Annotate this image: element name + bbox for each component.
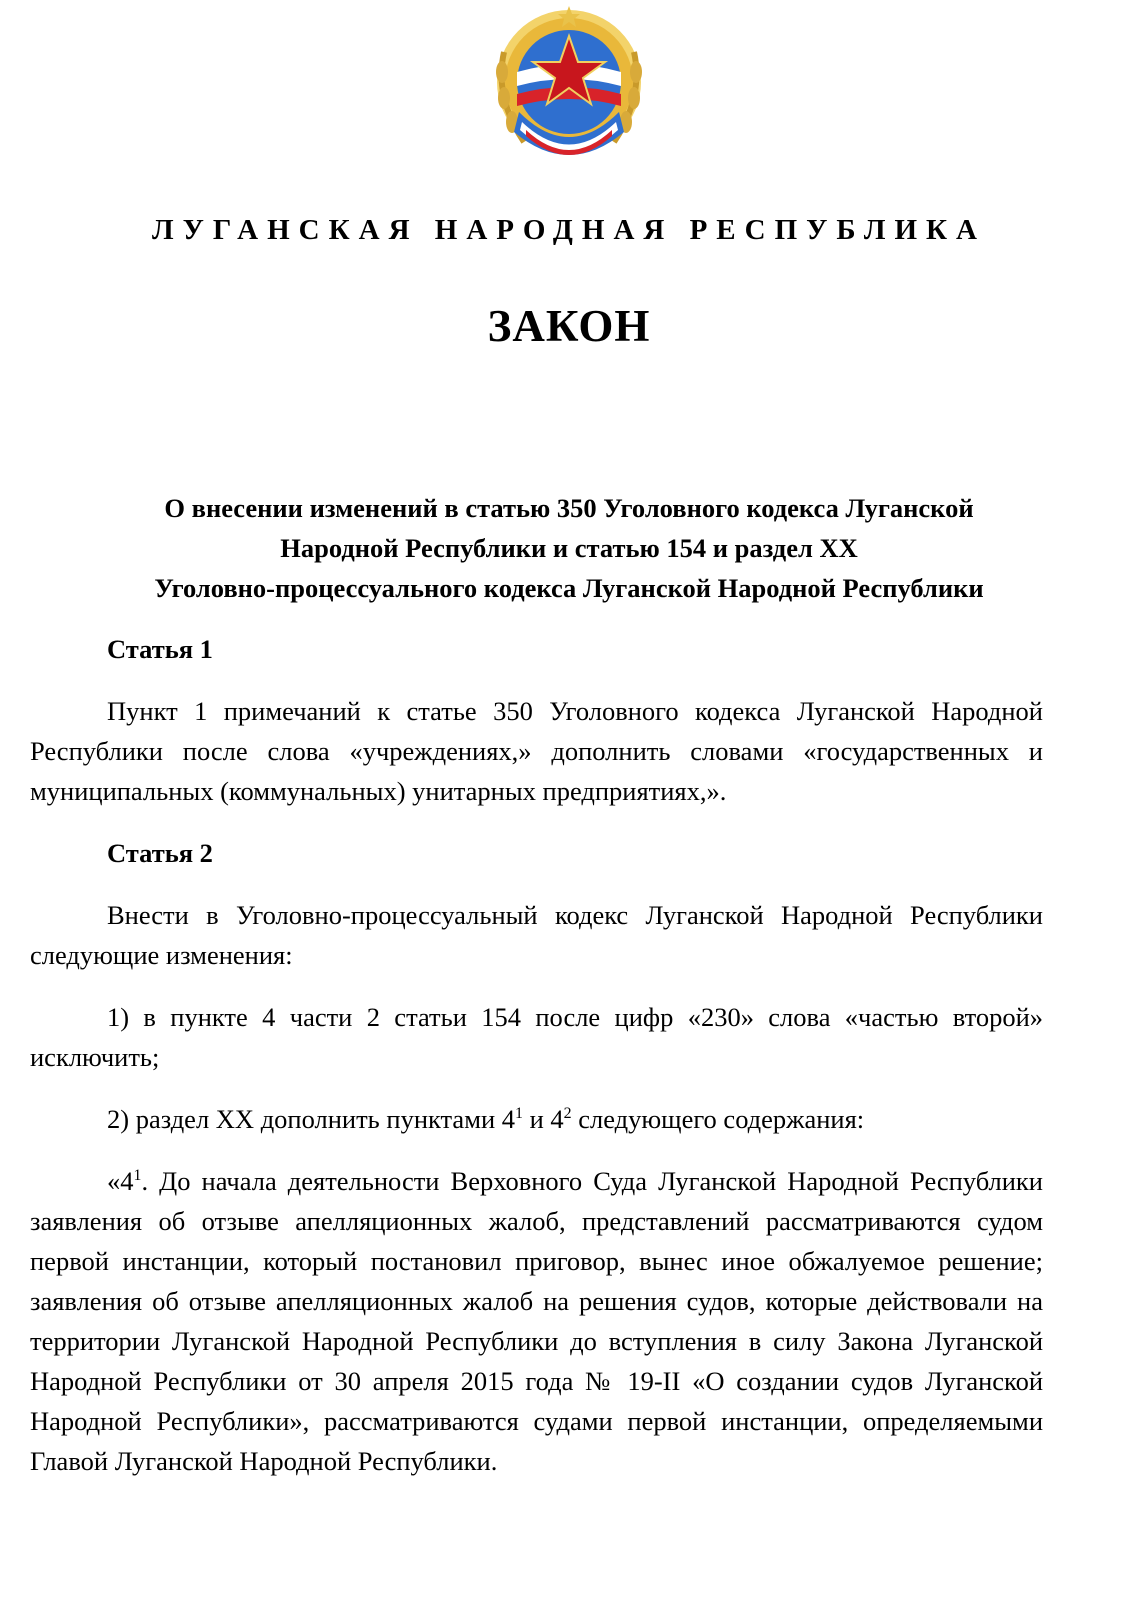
document-type: ЗАКОН [487,301,651,351]
coat-of-arms-icon [474,2,664,170]
emblem [0,2,1138,175]
subject-line-3: Уголовно-процессуального кодекса Луганской Народной Республики [154,573,984,603]
law-body [30,629,1043,1481]
paragraph-4-1: «$4^1$. До начала деятельности Верховного Суда Луганской Народной Республики заявления об отзыве апелляционных жалоб, представлений рассматриваются судом первой инстанции, который постановил приговор, вынес иное обжалуемое решение; заявления об отзыве апелляционных жалоб на решения судов, которые действовали на территории Луганской Народной Республики до вступления в силу Закона Луганской Народной Республики от 30 апреля 2015 года № 19-II «О создании судов Луганской Народной Республики», рассматриваются судами первой инстанции, определяемыми Главой Луганской Народной Республики. [30,1166,1043,1476]
article-2-title: Статья 2 [107,838,213,868]
article-1-title: Статья 1 [107,634,213,664]
law-subject [20,488,1118,608]
subject-line-1: О внесении изменений в статью 350 Уголовного кодекса Луганской [164,493,974,523]
subject-line-2: Народной Республики и статью 154 и раздел XX [280,533,858,563]
article-2-intro: Внести в Уголовно-процессуальный кодекс Луганской Народной Республики следующие изменения: [30,900,1043,970]
article-1-text: Пункт 1 примечаний к статье 350 Уголовного кодекса Луганской Народной Республики после слова «учреждениях,» дополнить словами «государственных и муниципальных (коммунальных) унитарных предприятиях,». [30,696,1043,806]
republic-name: ЛУГАНСКАЯ НАРОДНАЯ РЕСПУБЛИКА [151,214,987,246]
article-2-item-1: 1) в пункте 4 части 2 статьи 154 после цифр «230» слова «частью второй» исключить; [30,1002,1043,1072]
article-2-item-2: 2) раздел XX дополнить пунктами $4^1$ и $4^2$ следующего содержания: [107,1104,865,1134]
